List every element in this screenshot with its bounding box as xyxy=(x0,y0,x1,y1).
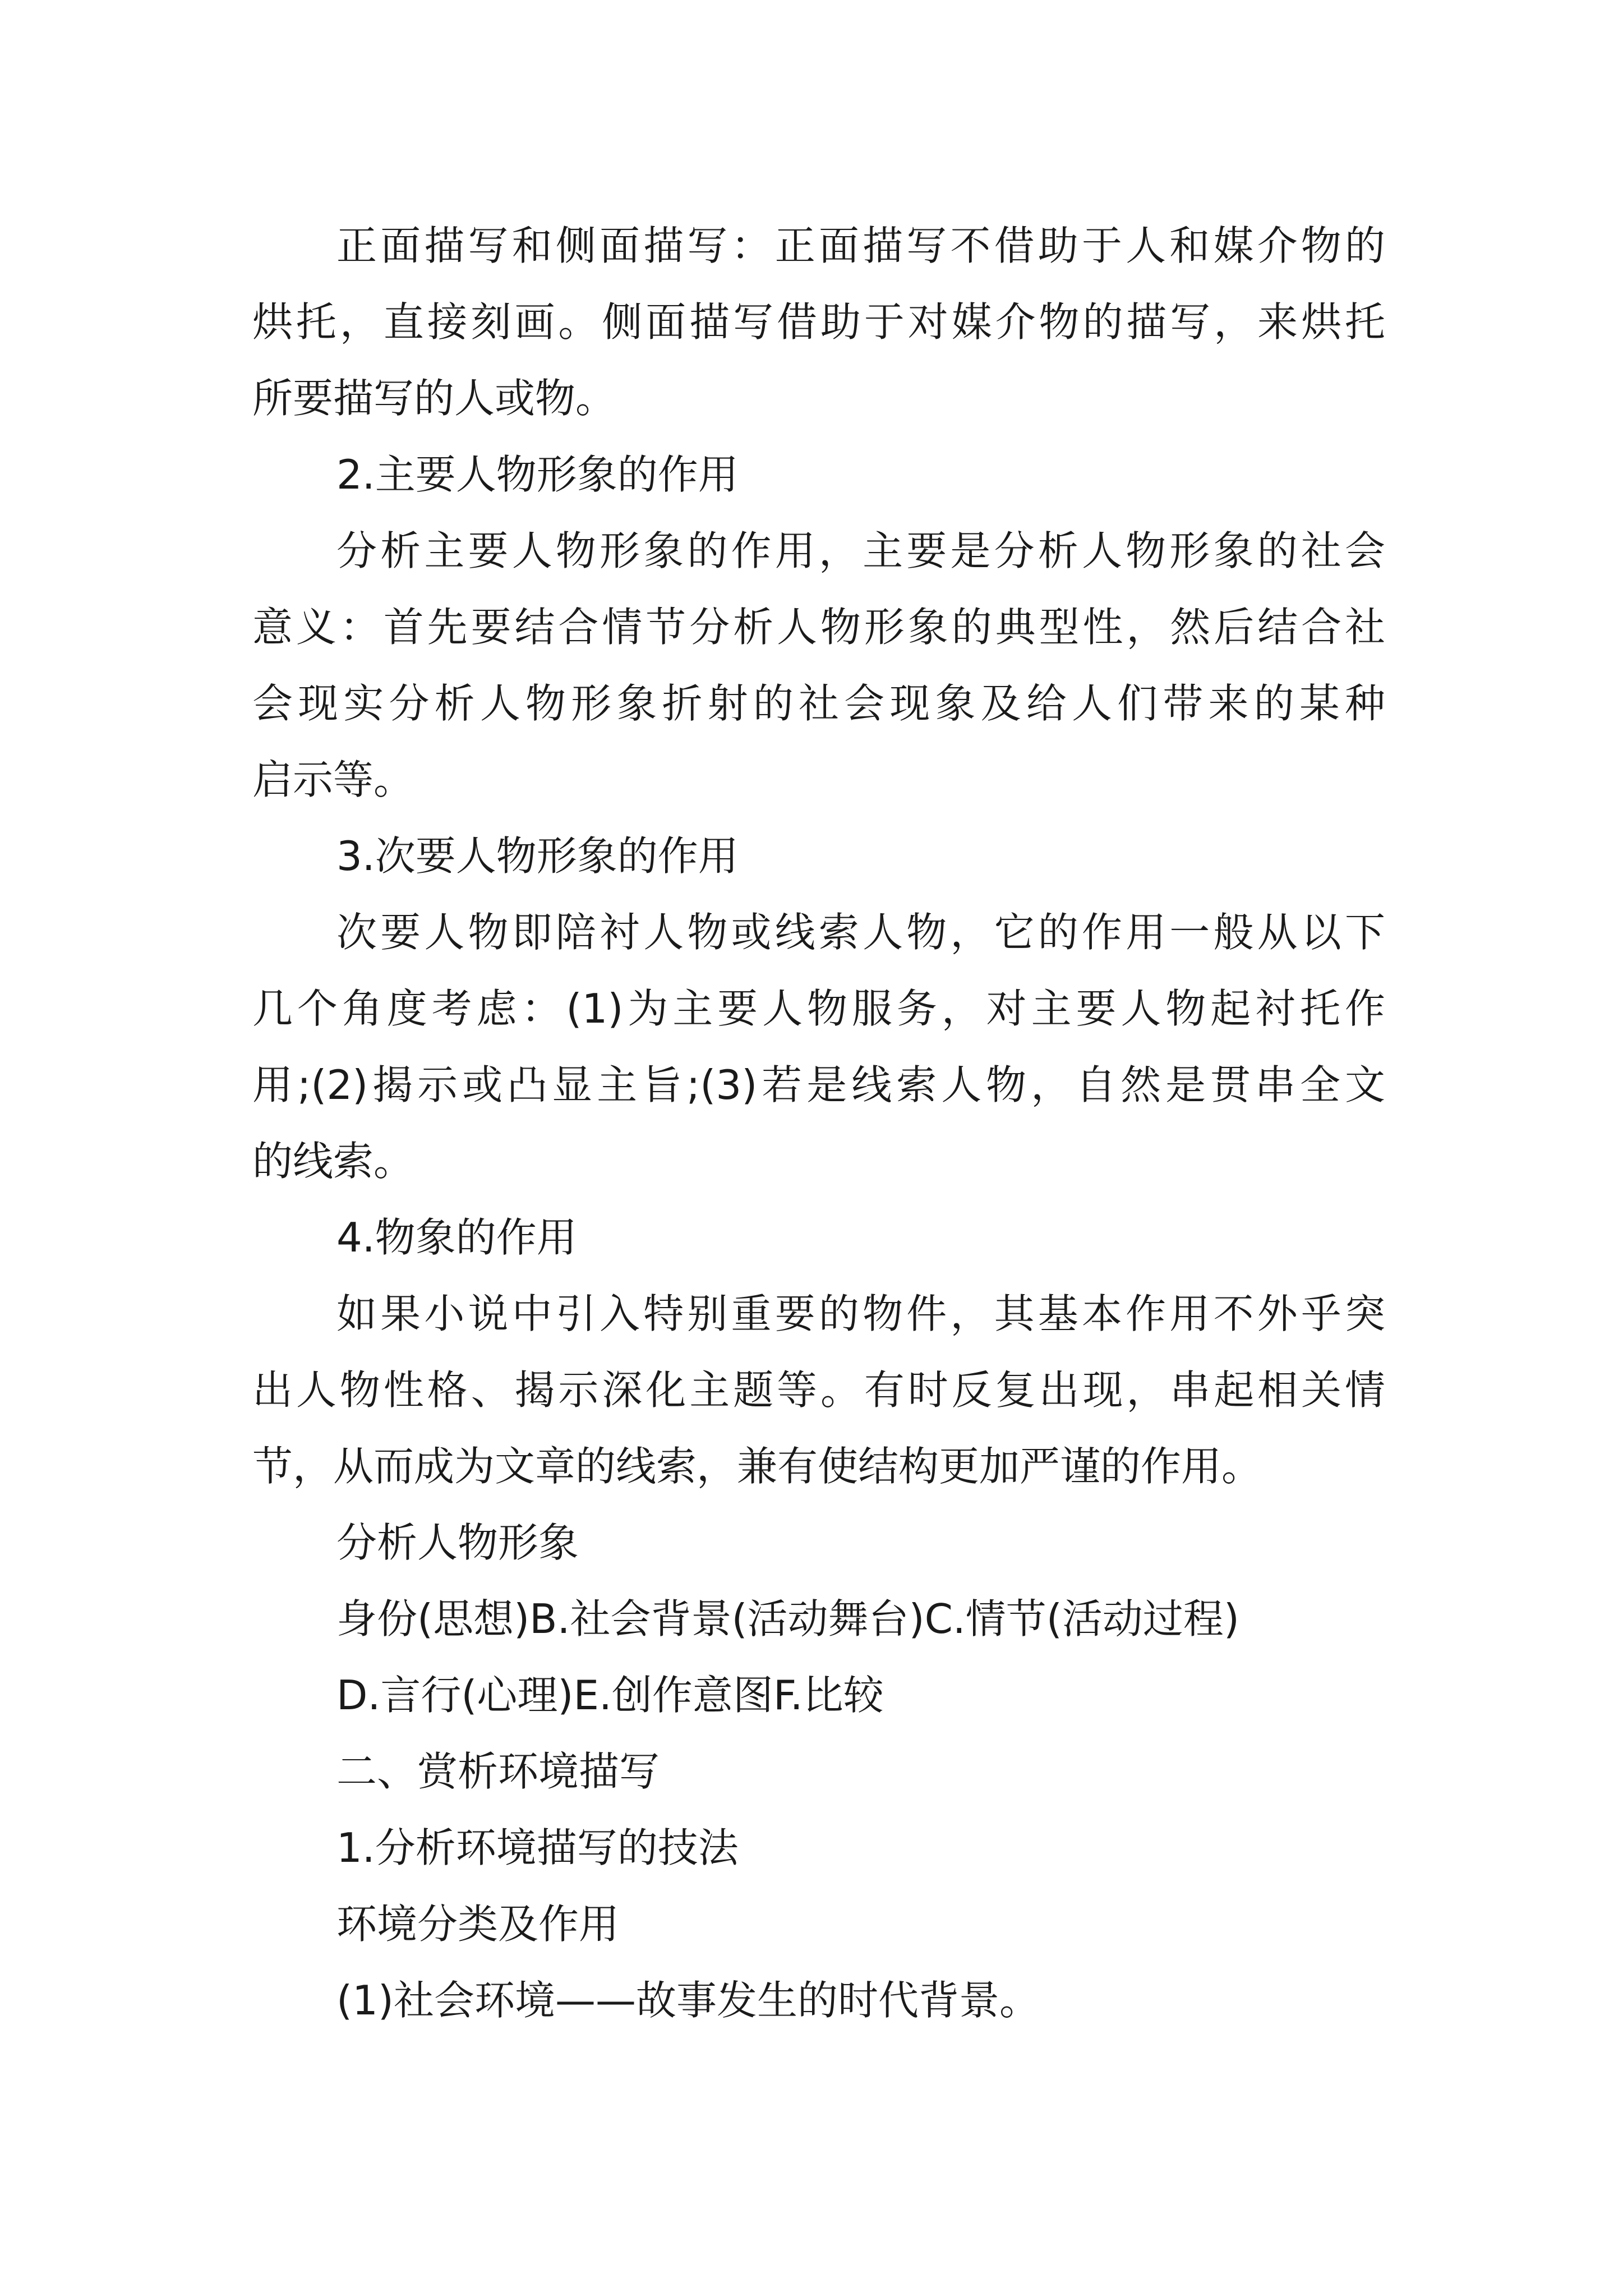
paragraph-line: 意义：首先要结合情节分析人物形象的典型性，然后结合社 xyxy=(252,604,1385,651)
section-heading: 二、赏析环境描写 xyxy=(336,1748,660,1795)
paragraph-line: 所要描写的人或物。 xyxy=(252,375,616,422)
paragraph-line: 的线索。 xyxy=(252,1138,414,1185)
section-heading: 2.主要人物形象的作用 xyxy=(336,451,739,498)
paragraph-line: 用;(2)揭示或凸显主旨;(3)若是线索人物，自然是贯串全文 xyxy=(252,1061,1385,1108)
paragraph-line: 节，从而成为文章的线索，兼有使结构更加严谨的作用。 xyxy=(252,1443,1262,1490)
paragraph-line: 身份(思想)B.社会背景(活动舞台)C.情节(活动过程) xyxy=(336,1595,1239,1642)
section-heading: 分析人物形象 xyxy=(336,1519,579,1566)
paragraph-line: 次要人物即陪衬人物或线索人物，它的作用一般从以下 xyxy=(336,909,1385,956)
paragraph-line: 出人物性格、揭示深化主题等。有时反复出现，串起相关情 xyxy=(252,1366,1385,1414)
paragraph-line: 会现实分析人物形象折射的社会现象及给人们带来的某种 xyxy=(252,680,1385,727)
body-text xyxy=(252,208,1385,2039)
paragraph-line: 如果小说中引入特别重要的物件，其基本作用不外乎突 xyxy=(336,1290,1385,1337)
section-heading: 4.物象的作用 xyxy=(336,1214,577,1261)
paragraph-line: 几个角度考虑：(1)为主要人物服务，对主要人物起衬托作 xyxy=(252,985,1385,1032)
section-heading: 3.次要人物形象的作用 xyxy=(336,832,739,880)
paragraph-line: 烘托，直接刻画。侧面描写借助于对媒介物的描写，来烘托 xyxy=(252,298,1385,346)
paragraph-line: 启示等。 xyxy=(252,756,414,803)
paragraph-line: 分析主要人物形象的作用，主要是分析人物形象的社会 xyxy=(336,527,1385,574)
paragraph-line: 环境分类及作用 xyxy=(336,1901,620,1948)
section-heading: 1.分析环境描写的技法 xyxy=(336,1824,739,1871)
paragraph-line: 正面描写和侧面描写：正面描写不借助于人和媒介物的 xyxy=(336,222,1385,269)
paragraph-line: (1)社会环境——故事发生的时代背景。 xyxy=(336,1977,1040,2024)
paragraph-line: D.言行(心理)E.创作意图F.比较 xyxy=(336,1672,884,1719)
